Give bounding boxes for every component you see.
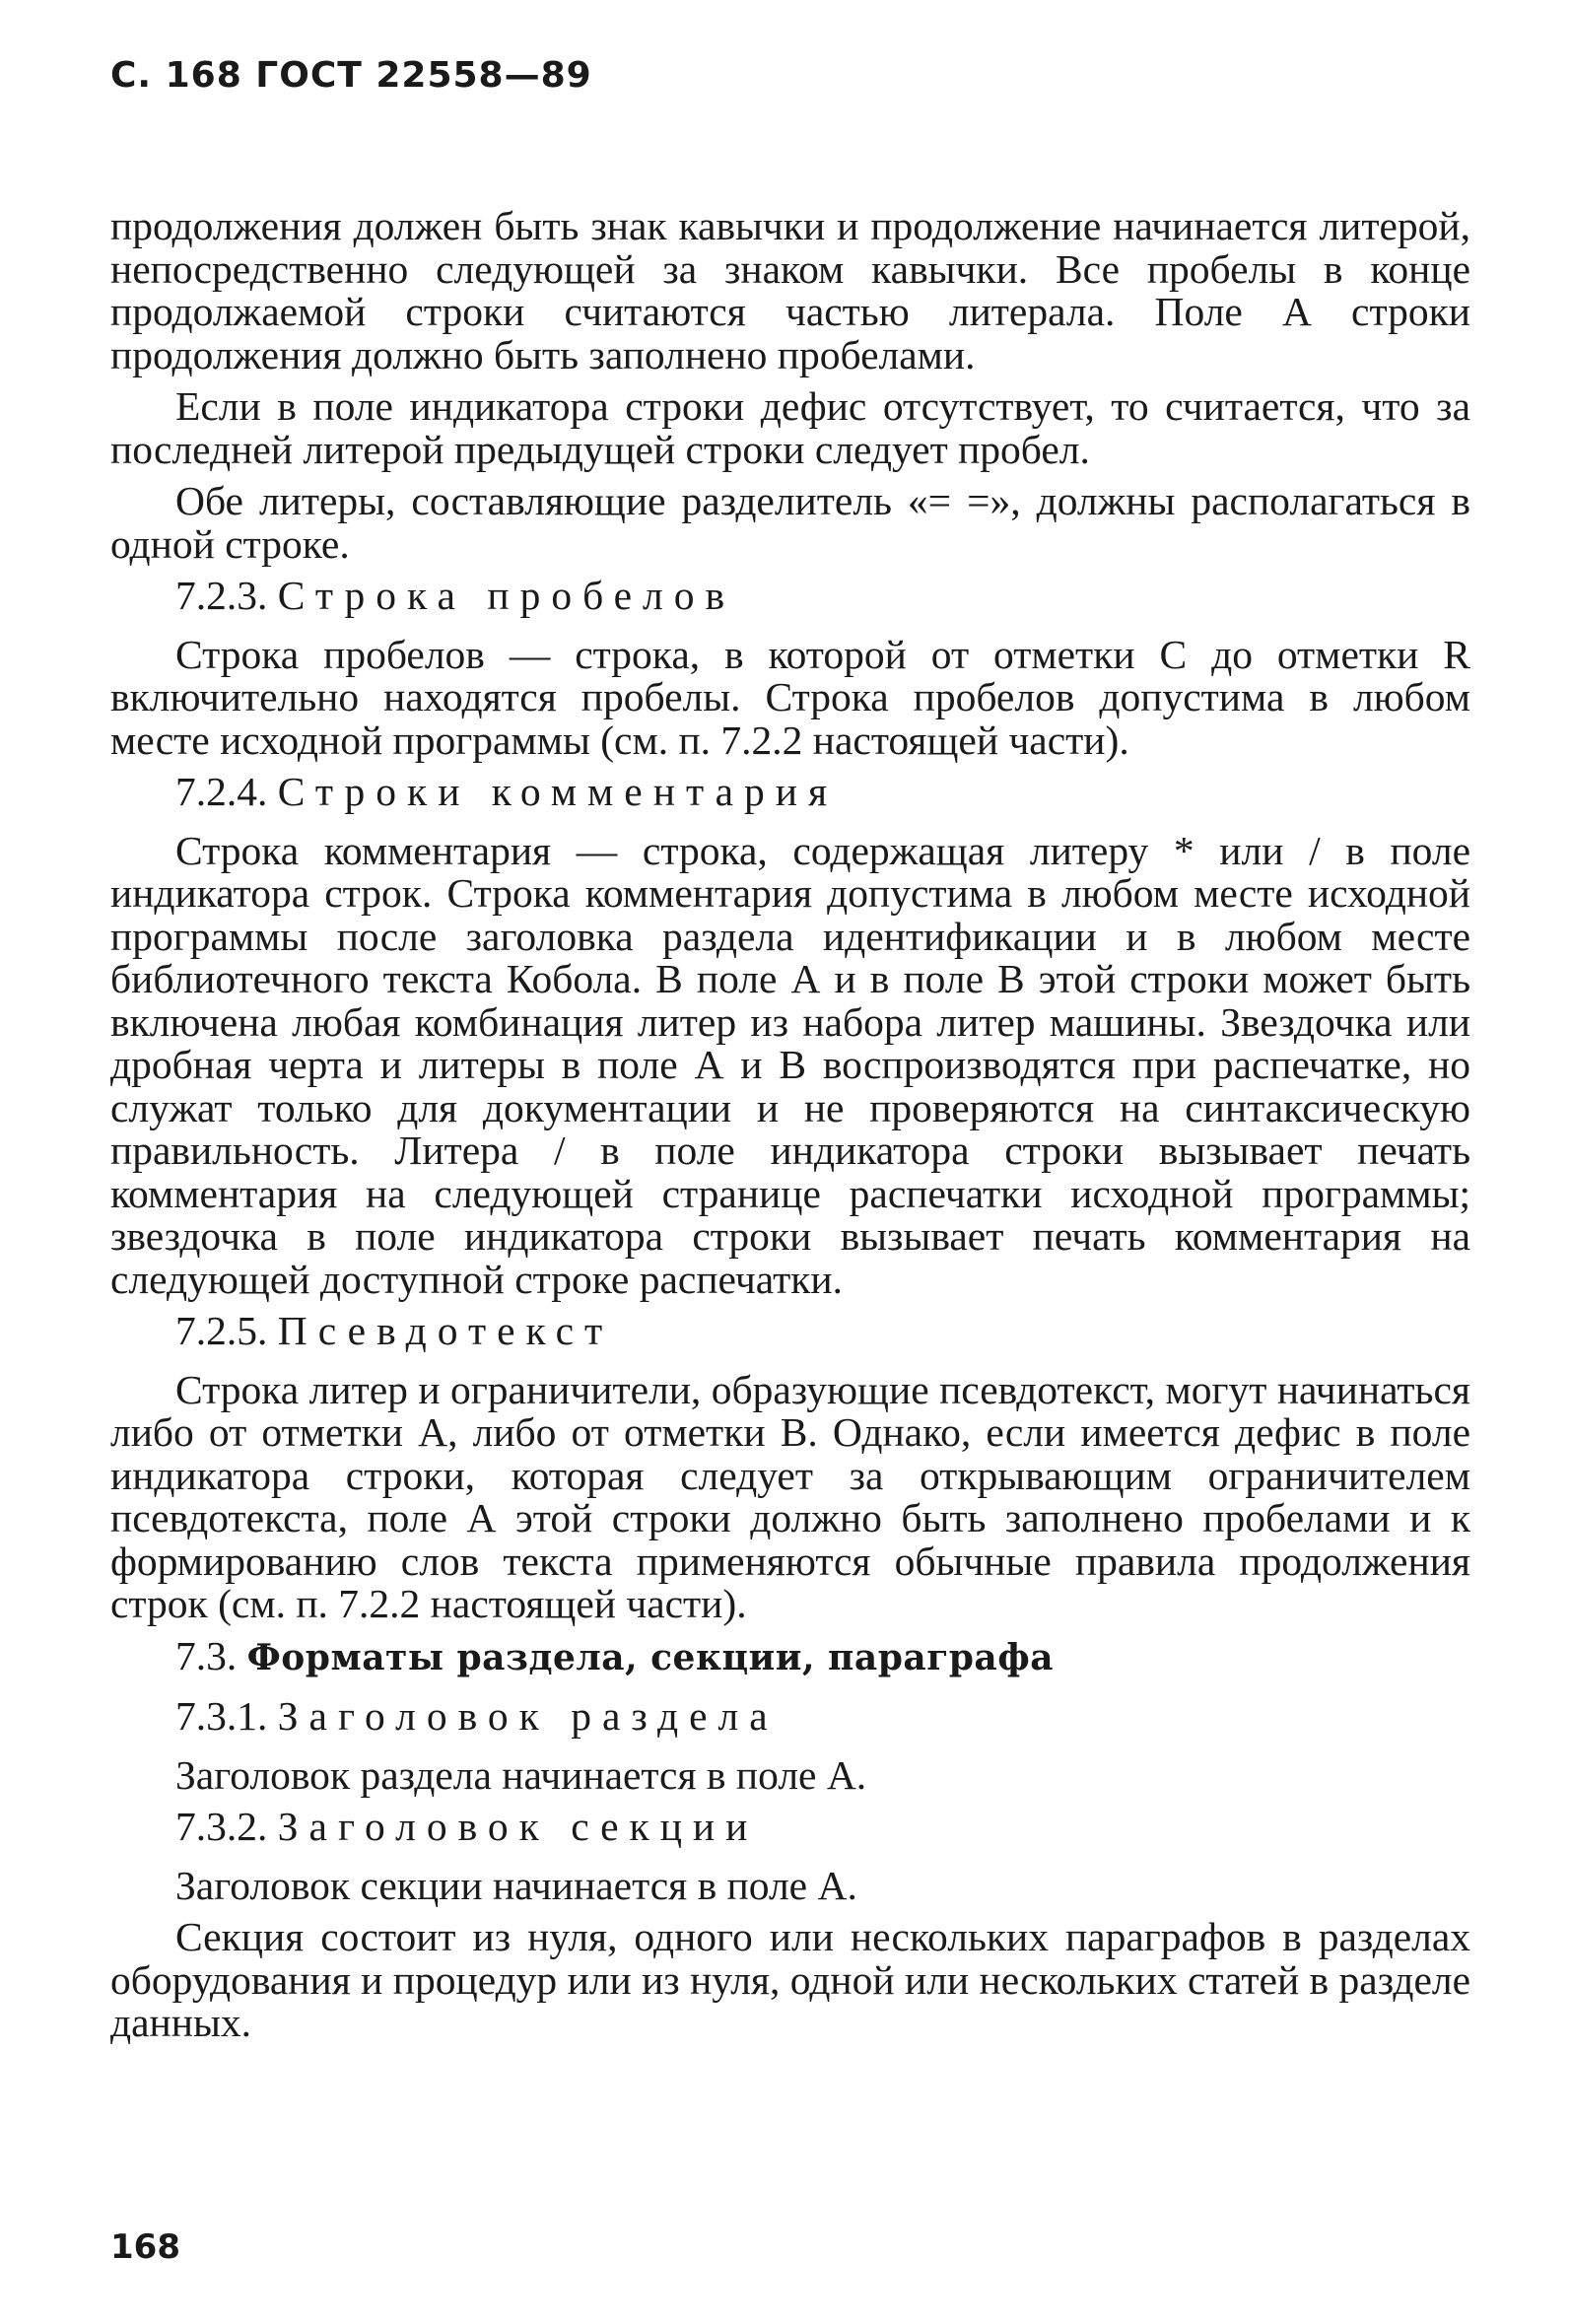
paragraph: Строка пробелов — строка, в которой от отметки С до отметки R включительно находятся пробелы. Строка пробелов допустима в любом месте исходной программы (см. п. 7.2.2 настоящей части).: [110, 631, 1470, 763]
page-number: 168: [110, 2227, 180, 2267]
section-number: 7.3.: [175, 1632, 238, 1678]
section-title: Заголовок секции: [277, 1804, 759, 1849]
document-body: [110, 205, 1470, 2045]
section-number: 7.3.2.: [175, 1804, 268, 1849]
paragraph: Секция состоит из нуля, одного или нескольких параграфов в разделах оборудования и процедур или из нуля, одной или нескольких статей в разделе данных.: [110, 1914, 1470, 2045]
section-heading: [175, 1806, 1470, 1849]
section-number: 7.2.5.: [175, 1308, 268, 1353]
section-title: Заголовок раздела: [277, 1693, 779, 1739]
paragraph: Заголовок секции начинается в поле А.: [175, 1862, 857, 1908]
section-title: Строки комментария: [277, 769, 839, 814]
paragraph: продолжения должен быть знак кавычки и продолжение начинается литерой, непосредственно следующей за знаком кавычки. Все пробелы в конце продолжаемой строки считаются частью литерала. Поле А строки продолжения должно быть заполнено пробелами.: [110, 203, 1470, 377]
section-heading: [175, 575, 1470, 618]
section-heading: [175, 1695, 1470, 1739]
section-title: Псевдотекст: [277, 1308, 614, 1353]
section-heading: [175, 1310, 1470, 1353]
section-number: 7.3.1.: [175, 1693, 268, 1739]
paragraph: Строка комментария — строка, содержащая литеру * или / в поле индикатора строк. Строка комментария допустима в любом месте исходной программы после заголовка раздела идентификации и в любом месте библиотечного текста Кобола. В поле А и в поле В этой строки может быть включена любая комбинация литер из набора литер машины. Звездочка или дробная черта и литеры в поле А и В воспроизводятся при распечатке, но служат только для документации и не проверяются на синтаксическую правильность. Литера / в поле индикатора строки вызывает печать комментария на следующей странице распечатки исходной программы; звездочка в поле индикатора строки вызывает печать комментария на следующей доступной строке распечатки.: [110, 827, 1470, 1302]
section-title: Форматы раздела, секции, параграфа: [246, 1636, 1055, 1678]
section-number: 7.2.4.: [175, 769, 268, 814]
section-number: 7.2.3.: [175, 573, 268, 618]
paragraph: Обе литеры, составляющие разделитель «= =», должны располагаться в одной строке.: [110, 478, 1470, 567]
paragraph: Если в поле индикатора строки дефис отсутствует, то считается, что за последней литерой предыдущей строки следует пробел.: [110, 383, 1470, 472]
section-title: Строка пробелов: [277, 573, 736, 618]
paragraph: Строка литер и ограничители, образующие псевдотекст, могут начинаться либо от отметки А, либо от отметки В. Однако, если имеется дефис в поле индикатора строки, которая следует за открывающим ограничителем псевдотекста, поле А этой строки должно быть заполнено пробелами и к формированию слов текста применяются обычные правила продолжения строк (см. п. 7.2.2 настоящей части).: [110, 1366, 1470, 1626]
page-header: С. 168 ГОСТ 22558—89: [110, 55, 592, 96]
section-heading: [175, 771, 1470, 814]
paragraph: Заголовок раздела начинается в поле А.: [175, 1751, 867, 1798]
section-heading: [175, 1632, 1470, 1680]
document-page: [110, 55, 1470, 2054]
